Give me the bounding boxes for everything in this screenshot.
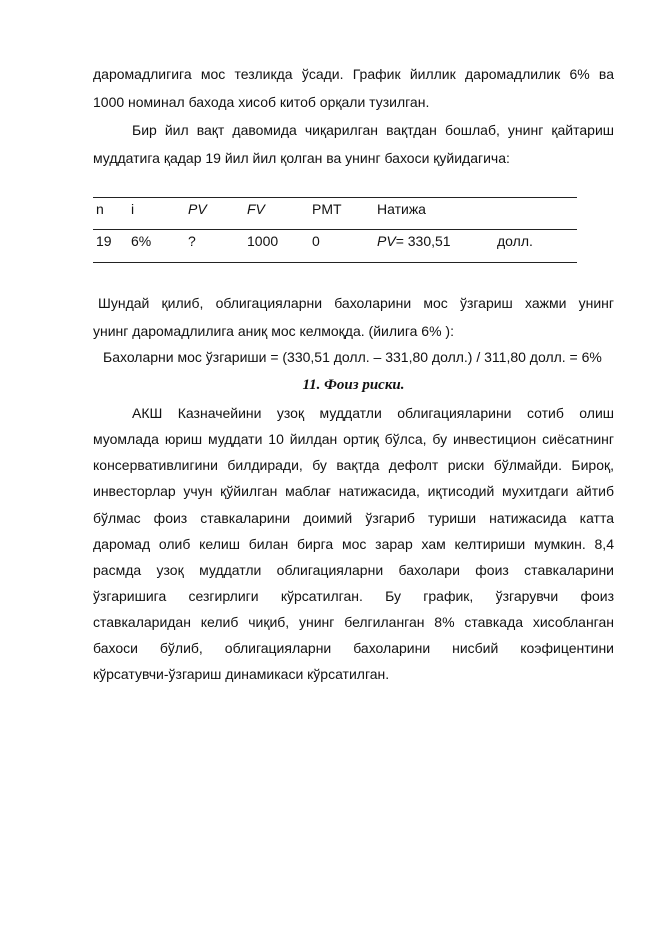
header-pv: PV [188, 201, 207, 217]
text-line: 1000 номинал бахода хисоб китоб орқали тузилган. [93, 94, 430, 110]
cell-fv: 1000 [247, 233, 279, 249]
text-line: ставкаларидан келиб чиқиб, унинг белгиланган 8% ставкада хисобланган [93, 614, 614, 630]
header-i: i [131, 201, 135, 217]
text-line: кўрсатувчи-ўзгариш динамикаси кўрсатилган. [93, 666, 390, 682]
text-line: бўлмас фоиз ставкаларини доимий ўзгариб туриши натижасида катта [93, 510, 614, 526]
text-line: унинг даромадлилига аниқ мос келмоқда. (йилига 6% ): [93, 323, 454, 339]
cell-n: 19 [96, 233, 112, 249]
text-line: муддатига қадар 19 йил йил қолган ва унинг бахоси қуйидагича: [93, 150, 510, 166]
text-line: Шундай қилиб, облигацияларни бахоларини мос ўзгариш хажми унинг [98, 295, 614, 311]
result-value: = 330,51 [395, 233, 451, 249]
text-line: бахоси бўлиб, облигацияларни бахоларини нисбий коэфицентини [93, 640, 614, 656]
formula: Бахоларни мос ўзгариши = (330,51 долл. – 331,80 долл.) / 311,80 долл. = 6% [103, 349, 602, 365]
text-line: муомлада юриш муддати 10 йилдан ортиқ бўлса, бу инвестицион сиёсатнинг [93, 431, 614, 447]
cell-unit: долл. [497, 233, 533, 249]
text-line: АКШ Казначейини узоқ муддатли облигацияларини сотиб олиш [132, 405, 614, 421]
text-line: консервативлигини билдиради, бу вақтда дефолт риски бўлмайди. Бироқ, [93, 457, 614, 473]
header-n: n [96, 201, 104, 217]
header-fv: FV [247, 201, 265, 217]
text-line: даромадлигига мос тезликда ўсади. График йиллик даромадлилик 6% ва [93, 66, 614, 82]
section-heading: 11. Фоиз риски. [302, 377, 405, 393]
cell-pmt: 0 [312, 233, 320, 249]
text-line: Бир йил вақт давомида чиқарилган вақтдан бошлаб, унинг қайтариш [132, 122, 614, 138]
text-line: инвесторлар учун қўйилган маблағ натижасида, иқтисодий мухитдаги айтиб [93, 483, 614, 499]
result-label: PV [377, 233, 396, 249]
header-result: Натижа [377, 201, 426, 217]
table-bottom-rule [93, 262, 577, 263]
cell-i: 6% [131, 233, 152, 249]
cell-pv: ? [188, 233, 196, 249]
header-pmt: PMT [312, 201, 342, 217]
text-line: даромад олиб келиш билан бирга мос зарар хам келтириши мумкин. 8,4 [93, 536, 614, 552]
text-line: ўзгаришига сезгирлиги кўрсатилган. Бу график, ўзгарувчи фоиз [93, 588, 614, 604]
cell-result [377, 228, 451, 254]
text-line: расмда узоқ муддатли облигацияларни бахолари фоиз ставкаларини [93, 562, 614, 578]
